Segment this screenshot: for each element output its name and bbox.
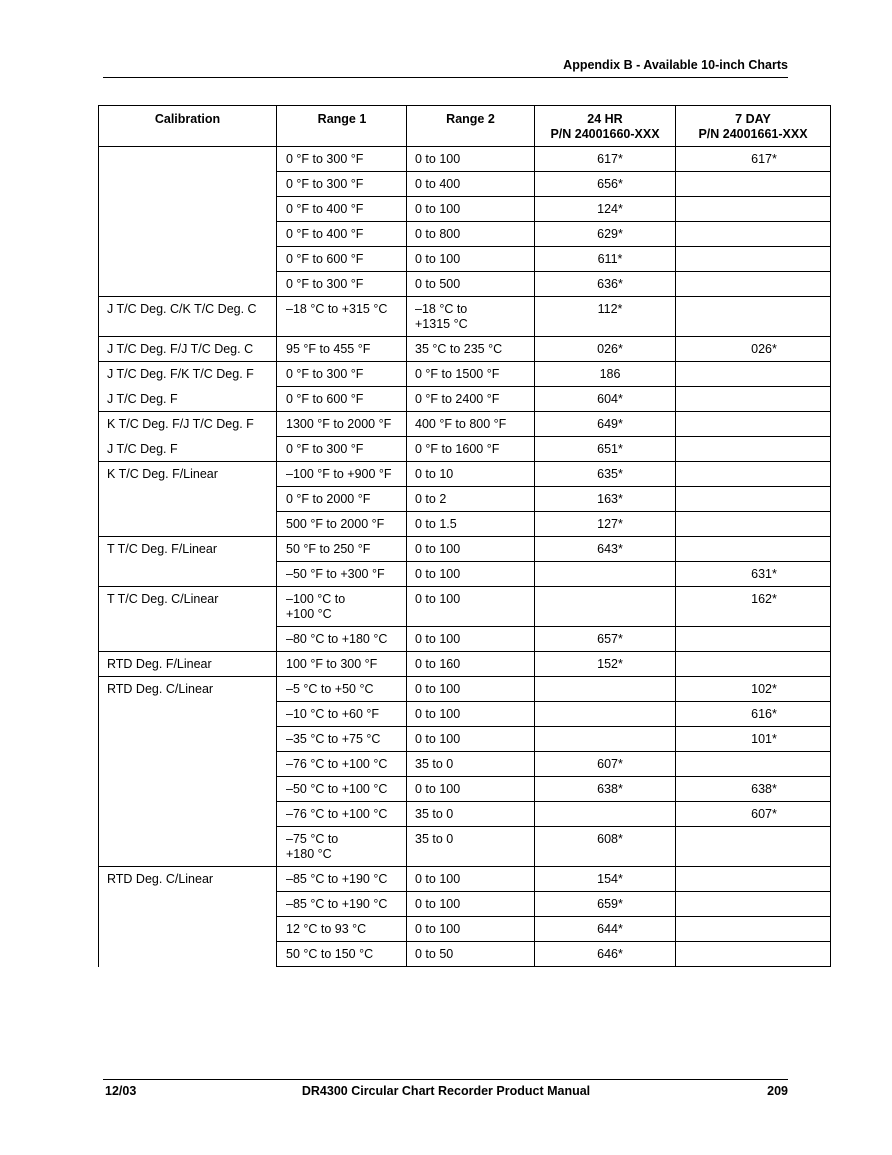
cell-calibration — [99, 702, 277, 727]
table-row — [99, 537, 831, 562]
cell-24hr: 657* — [535, 627, 676, 652]
cell-7day — [676, 462, 831, 487]
table-row — [99, 702, 831, 727]
cell-calibration — [99, 917, 277, 942]
cell-range2: 0 to 800 — [407, 222, 535, 247]
cell-24hr: 636* — [535, 272, 676, 297]
table-row — [99, 917, 831, 942]
cell-7day — [676, 412, 831, 437]
col-header-range1: Range 1 — [277, 106, 407, 147]
cell-range2: 0 to 100 — [407, 702, 535, 727]
table-row — [99, 222, 831, 247]
cell-24hr: 643* — [535, 537, 676, 562]
table-header-row — [99, 106, 831, 147]
cell-range1: –76 °C to +100 °C — [277, 752, 407, 777]
cell-7day — [676, 537, 831, 562]
cell-24hr: 651* — [535, 437, 676, 462]
cell-calibration: T T/C Deg. F/Linear — [99, 537, 277, 562]
cell-range2: 0 to 100 — [407, 147, 535, 172]
cell-7day — [676, 362, 831, 387]
cell-range2: 0 to 100 — [407, 247, 535, 272]
cell-range1: 0 °F to 400 °F — [277, 197, 407, 222]
cell-range1: –5 °C to +50 °C — [277, 677, 407, 702]
cell-calibration: J T/C Deg. F/K T/C Deg. F — [99, 362, 277, 387]
cell-7day — [676, 247, 831, 272]
col-header-7day-line1: 7 DAY — [735, 112, 771, 126]
footer-date: 12/03 — [105, 1084, 137, 1098]
cell-24hr: 635* — [535, 462, 676, 487]
cell-range1: 0 °F to 300 °F — [277, 437, 407, 462]
cell-24hr — [535, 702, 676, 727]
cell-24hr: 127* — [535, 512, 676, 537]
cell-7day — [676, 827, 831, 867]
cell-range1: –100 °F to +900 °F — [277, 462, 407, 487]
cell-calibration — [99, 222, 277, 247]
cell-calibration — [99, 942, 277, 967]
table-row — [99, 147, 831, 172]
cell-24hr: 617* — [535, 147, 676, 172]
cell-24hr: 604* — [535, 387, 676, 412]
cell-7day: 101* — [676, 727, 831, 752]
table-row — [99, 752, 831, 777]
table-row — [99, 437, 831, 462]
cell-7day — [676, 437, 831, 462]
cell-24hr: 163* — [535, 487, 676, 512]
cell-range2: 0 to 100 — [407, 727, 535, 752]
table-row — [99, 942, 831, 967]
cell-range2: 0 to 1.5 — [407, 512, 535, 537]
cell-range1: 12 °C to 93 °C — [277, 917, 407, 942]
table-row — [99, 627, 831, 652]
table-row — [99, 512, 831, 537]
cell-range2: 0 °F to 1600 °F — [407, 437, 535, 462]
cell-7day — [676, 867, 831, 892]
cell-calibration: K T/C Deg. F/Linear — [99, 462, 277, 487]
cell-24hr: 644* — [535, 917, 676, 942]
cell-24hr: 646* — [535, 942, 676, 967]
cell-calibration: RTD Deg. F/Linear — [99, 652, 277, 677]
cell-calibration — [99, 247, 277, 272]
cell-range1 — [277, 827, 407, 867]
cell-range1: 500 °F to 2000 °F — [277, 512, 407, 537]
table-row — [99, 777, 831, 802]
cell-range1: –80 °C to +180 °C — [277, 627, 407, 652]
table-row — [99, 487, 831, 512]
cell-range2: 0 to 100 — [407, 587, 535, 627]
cell-calibration — [99, 487, 277, 512]
table-row — [99, 197, 831, 222]
cell-range2: 0 to 100 — [407, 867, 535, 892]
page-header: Appendix B - Available 10-inch Charts — [563, 58, 788, 72]
table-row — [99, 802, 831, 827]
cell-calibration: RTD Deg. C/Linear — [99, 677, 277, 702]
col-header-calibration: Calibration — [99, 106, 277, 147]
cell-range1: –76 °C to +100 °C — [277, 802, 407, 827]
cell-7day: 631* — [676, 562, 831, 587]
table-row — [99, 172, 831, 197]
table-row — [99, 412, 831, 437]
cell-range2 — [407, 297, 535, 337]
col-header-7day-line2: P/N 24001661-XXX — [698, 127, 808, 141]
cell-range2-line2: +1315 °C — [415, 317, 468, 331]
cell-7day: 102* — [676, 677, 831, 702]
table-row — [99, 362, 831, 387]
cell-calibration — [99, 727, 277, 752]
cell-7day: 162* — [676, 587, 831, 627]
cell-24hr: 638* — [535, 777, 676, 802]
cell-24hr: 659* — [535, 892, 676, 917]
cell-range1-line1: –75 °C to — [286, 832, 339, 846]
cell-7day — [676, 752, 831, 777]
cell-7day — [676, 172, 831, 197]
cell-24hr: 629* — [535, 222, 676, 247]
cell-calibration — [99, 147, 277, 172]
cell-calibration — [99, 172, 277, 197]
cell-range1: –18 °C to +315 °C — [277, 297, 407, 337]
cell-calibration — [99, 562, 277, 587]
cell-7day — [676, 297, 831, 337]
cell-range2: 400 °F to 800 °F — [407, 412, 535, 437]
cell-range2: 0 to 100 — [407, 197, 535, 222]
cell-range1: –50 °F to +300 °F — [277, 562, 407, 587]
cell-range2: 35 °C to 235 °C — [407, 337, 535, 362]
table-row — [99, 272, 831, 297]
cell-range1: 0 °F to 300 °F — [277, 362, 407, 387]
cell-range1: 100 °F to 300 °F — [277, 652, 407, 677]
cell-range2: 0 to 10 — [407, 462, 535, 487]
cell-24hr: 112* — [535, 297, 676, 337]
cell-range1 — [277, 587, 407, 627]
cell-24hr — [535, 562, 676, 587]
cell-range1: 50 °F to 250 °F — [277, 537, 407, 562]
header-rule — [103, 77, 788, 78]
cell-range1: 50 °C to 150 °C — [277, 942, 407, 967]
cell-24hr: 152* — [535, 652, 676, 677]
footer-rule — [103, 1079, 788, 1080]
cell-range1: –35 °C to +75 °C — [277, 727, 407, 752]
cell-range2: 0 to 100 — [407, 917, 535, 942]
cell-range2: 0 to 100 — [407, 677, 535, 702]
cell-range1: 0 °F to 2000 °F — [277, 487, 407, 512]
cell-range1: 0 °F to 600 °F — [277, 247, 407, 272]
cell-7day: 607* — [676, 802, 831, 827]
cell-range2: 0 to 100 — [407, 892, 535, 917]
cell-calibration — [99, 197, 277, 222]
cell-range2: 0 to 100 — [407, 627, 535, 652]
cell-range1: 0 °F to 300 °F — [277, 172, 407, 197]
table-row — [99, 867, 831, 892]
cell-range1: 1300 °F to 2000 °F — [277, 412, 407, 437]
table-row — [99, 827, 831, 867]
cell-range2: 35 to 0 — [407, 752, 535, 777]
cell-range2: 0 to 100 — [407, 562, 535, 587]
cell-calibration — [99, 627, 277, 652]
cell-24hr: 649* — [535, 412, 676, 437]
table-row — [99, 247, 831, 272]
cell-range1: 95 °F to 455 °F — [277, 337, 407, 362]
table-row — [99, 337, 831, 362]
cell-calibration: RTD Deg. C/Linear — [99, 867, 277, 892]
cell-7day — [676, 387, 831, 412]
cell-7day — [676, 197, 831, 222]
cell-24hr — [535, 677, 676, 702]
cell-7day — [676, 942, 831, 967]
cell-range2: 35 to 0 — [407, 802, 535, 827]
table-row — [99, 297, 831, 337]
cell-7day — [676, 652, 831, 677]
cell-24hr: 186 — [535, 362, 676, 387]
cell-24hr: 611* — [535, 247, 676, 272]
table-row — [99, 562, 831, 587]
cell-calibration: T T/C Deg. C/Linear — [99, 587, 277, 627]
cell-24hr: 154* — [535, 867, 676, 892]
cell-range2: 0 to 100 — [407, 777, 535, 802]
table-row — [99, 587, 831, 627]
table-row — [99, 677, 831, 702]
cell-calibration — [99, 752, 277, 777]
cell-24hr: 608* — [535, 827, 676, 867]
cell-range1: –85 °C to +190 °C — [277, 892, 407, 917]
col-header-24hr-line1: 24 HR — [587, 112, 623, 126]
cell-range1: 0 °F to 600 °F — [277, 387, 407, 412]
cell-24hr: 656* — [535, 172, 676, 197]
cell-range2: 0 to 2 — [407, 487, 535, 512]
cell-7day — [676, 627, 831, 652]
table-row — [99, 652, 831, 677]
col-header-7day — [676, 106, 831, 147]
table-row — [99, 727, 831, 752]
cell-range1: –10 °C to +60 °F — [277, 702, 407, 727]
charts-table — [98, 105, 831, 967]
cell-range1: 0 °F to 400 °F — [277, 222, 407, 247]
cell-7day: 616* — [676, 702, 831, 727]
cell-calibration: J T/C Deg. F/J T/C Deg. C — [99, 337, 277, 362]
cell-range1: 0 °F to 300 °F — [277, 272, 407, 297]
cell-7day — [676, 512, 831, 537]
col-header-24hr — [535, 106, 676, 147]
page-number: 209 — [767, 1084, 788, 1098]
cell-24hr — [535, 727, 676, 752]
cell-range1-line1: –100 °C to — [286, 592, 346, 606]
table-row — [99, 462, 831, 487]
table-row — [99, 892, 831, 917]
cell-range1: –85 °C to +190 °C — [277, 867, 407, 892]
cell-24hr — [535, 587, 676, 627]
cell-24hr: 124* — [535, 197, 676, 222]
cell-range2: 0 to 100 — [407, 537, 535, 562]
cell-range1: 0 °F to 300 °F — [277, 147, 407, 172]
cell-7day — [676, 222, 831, 247]
cell-7day — [676, 487, 831, 512]
cell-7day — [676, 892, 831, 917]
cell-calibration — [99, 512, 277, 537]
table-row — [99, 387, 831, 412]
footer-title: DR4300 Circular Chart Recorder Product Manual — [301, 1084, 591, 1098]
cell-range2: 0 to 160 — [407, 652, 535, 677]
cell-range2: 0 °F to 2400 °F — [407, 387, 535, 412]
cell-range1-line2: +100 °C — [286, 607, 332, 621]
cell-7day — [676, 272, 831, 297]
cell-7day: 617* — [676, 147, 831, 172]
cell-range1: –50 °C to +100 °C — [277, 777, 407, 802]
cell-range2: 0 to 50 — [407, 942, 535, 967]
cell-calibration — [99, 827, 277, 867]
cell-range2: 0 to 400 — [407, 172, 535, 197]
cell-range2: 0 to 500 — [407, 272, 535, 297]
cell-calibration: K T/C Deg. F/J T/C Deg. F — [99, 412, 277, 437]
cell-24hr: 607* — [535, 752, 676, 777]
cell-calibration: J T/C Deg. F — [99, 437, 277, 462]
col-header-range2: Range 2 — [407, 106, 535, 147]
col-header-24hr-line2: P/N 24001660-XXX — [550, 127, 660, 141]
cell-range2-line1: –18 °C to — [415, 302, 468, 316]
cell-calibration — [99, 272, 277, 297]
cell-7day: 638* — [676, 777, 831, 802]
cell-7day — [676, 917, 831, 942]
cell-calibration: J T/C Deg. F — [99, 387, 277, 412]
cell-calibration — [99, 802, 277, 827]
cell-calibration — [99, 892, 277, 917]
cell-7day: 026* — [676, 337, 831, 362]
cell-range2: 35 to 0 — [407, 827, 535, 867]
cell-range1-line2: +180 °C — [286, 847, 332, 861]
cell-24hr — [535, 802, 676, 827]
cell-range2: 0 °F to 1500 °F — [407, 362, 535, 387]
cell-calibration: J T/C Deg. C/K T/C Deg. C — [99, 297, 277, 337]
cell-calibration — [99, 777, 277, 802]
cell-24hr: 026* — [535, 337, 676, 362]
